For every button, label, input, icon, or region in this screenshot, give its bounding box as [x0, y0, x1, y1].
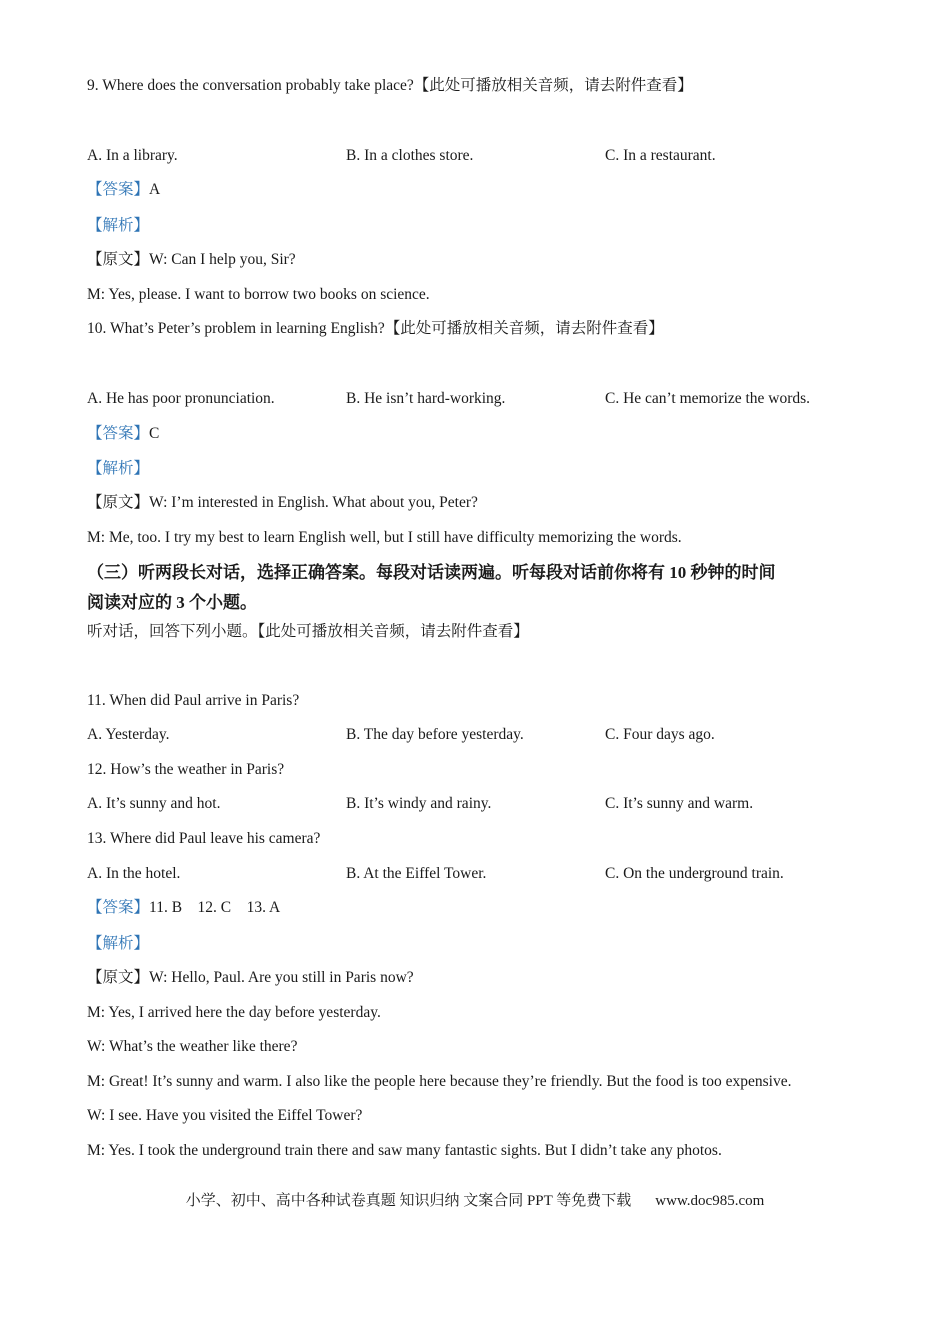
q11-13-script-line-2: M: Yes, I arrived here the day before yesterday.: [87, 1004, 381, 1021]
script-tag: 【原文】: [87, 494, 150, 511]
q13-option-a: A. In the hotel.: [87, 865, 181, 882]
q11-13-script-first: W: Hello, Paul. Are you still in Paris now?: [149, 969, 414, 986]
question-11: 11. When did Paul arrive in Paris?: [87, 692, 300, 709]
q10-answer-line: [87, 424, 159, 444]
q10-script-line-2: M: Me, too. I try my best to learn English well, but I still have difficulty memorizing the words.: [87, 529, 682, 546]
section-3-heading-line-2: 阅读对应的 3 个小题。: [87, 593, 257, 612]
q11-option-a: A. Yesterday.: [87, 726, 170, 743]
q9-script-line-1: [87, 250, 296, 270]
q11-13-script-line-6: M: Yes. I took the underground train there and saw many fantastic sights. But I didn’t take any photos.: [87, 1142, 722, 1159]
q9-option-b: B. In a clothes store.: [346, 147, 474, 164]
answer-tag: 【答案】: [87, 181, 150, 198]
q10-answer: C: [149, 425, 160, 442]
q9-answer: A: [149, 181, 161, 198]
q11-option-b: B. The day before yesterday.: [346, 726, 524, 743]
q13-option-c: C. On the underground train.: [605, 865, 784, 882]
q11-13-script-line-5: W: I see. Have you visited the Eiffel Tower?: [87, 1107, 363, 1124]
q9-answer-line: [87, 180, 160, 200]
page-footer: [0, 1191, 950, 1211]
footer-url[interactable]: www.doc985.com: [655, 1193, 765, 1209]
q10-option-c: C. He can’t memorize the words.: [605, 390, 811, 407]
q11-13-script-line-4: M: Great! It’s sunny and warm. I also like the people here because they’re friendly. But the food is too expensive.: [87, 1073, 792, 1090]
q11-13-script-line-1: [87, 968, 414, 988]
question-12: 12. How’s the weather in Paris?: [87, 761, 285, 778]
script-tag: 【原文】: [87, 251, 150, 268]
q9-option-c: C. In a restaurant.: [605, 147, 716, 164]
q11-13-analysis-tag: 【解析】: [87, 935, 150, 952]
q9-analysis-tag: 【解析】: [87, 217, 150, 234]
q12-option-b: B. It’s windy and rainy.: [346, 795, 492, 812]
question-10: 10. What’s Peter’s problem in learning English?【此处可播放相关音频，请去附件查看】: [87, 320, 664, 337]
q12-option-a: A. It’s sunny and hot.: [87, 795, 221, 812]
answer-tag: 【答案】: [87, 899, 150, 916]
q10-script-line-1: [87, 493, 478, 513]
q10-script-first: W: I’m interested in English. What about you, Peter?: [149, 494, 478, 511]
answer-tag: 【答案】: [87, 425, 150, 442]
question-9: 9. Where does the conversation probably take place?【此处可播放相关音频，请去附件查看】: [87, 77, 693, 94]
q9-option-a: A. In a library.: [87, 147, 178, 164]
script-tag: 【原文】: [87, 969, 150, 986]
q11-13-script-line-3: W: What’s the weather like there?: [87, 1038, 298, 1055]
q10-option-a: A. He has poor pronunciation.: [87, 390, 275, 407]
q10-analysis-tag: 【解析】: [87, 460, 150, 477]
footer-text: 小学、初中、高中各种试卷真题 知识归纳 文案合同 PPT 等免费下载: [185, 1193, 632, 1209]
q13-option-b: B. At the Eiffel Tower.: [346, 865, 487, 882]
q11-13-answer-line: [87, 898, 280, 918]
q9-script-line-2: M: Yes, please. I want to borrow two books on science.: [87, 286, 430, 303]
q9-script-first: W: Can I help you, Sir?: [149, 251, 296, 268]
question-13: 13. Where did Paul leave his camera?: [87, 830, 321, 847]
section-3-instruction: 听对话，回答下列小题。【此处可播放相关音频，请去附件查看】: [87, 623, 529, 640]
q10-option-b: B. He isn’t hard-working.: [346, 390, 506, 407]
q12-option-c: C. It’s sunny and warm.: [605, 795, 754, 812]
section-3-heading-line-1: （三）听两段长对话，选择正确答案。每段对话读两遍。听每段对话前你将有 10 秒钟的时间: [87, 563, 776, 582]
q11-option-c: C. Four days ago.: [605, 726, 715, 743]
q11-13-answers: 11. B 12. C 13. A: [149, 899, 281, 916]
